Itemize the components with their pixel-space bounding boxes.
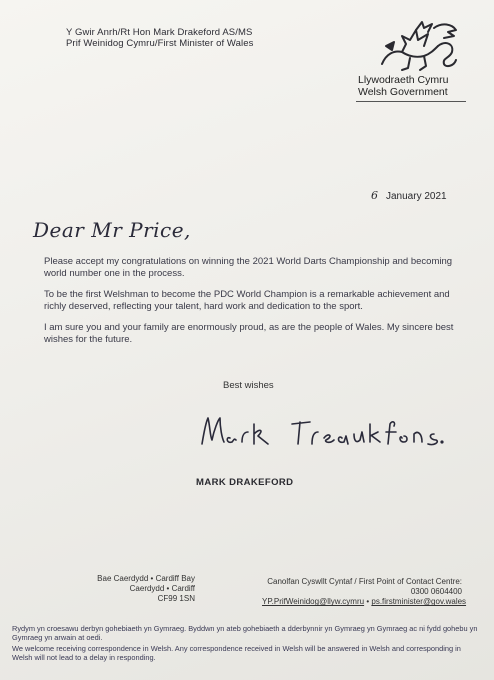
address-line: Caerdydd • Cardiff [129, 584, 195, 594]
salutation: Dear Mr Price, [33, 218, 191, 242]
email-link-english[interactable]: ps.firstminister@gov.wales [371, 597, 467, 607]
date-month-year: January 2021 [386, 191, 447, 202]
closing: Best wishes [223, 380, 274, 391]
signature [196, 410, 446, 454]
minister-role: Prif Weinidog Cymru/First Minister of Wales [66, 38, 254, 49]
body-paragraph: I am sure you and your family are enormously proud, as are the people of Wales. My sincere best wishes for the future. [44, 322, 454, 345]
government-name-english: Welsh Government [358, 86, 448, 98]
email-separator: • [366, 597, 370, 607]
letter-date [371, 189, 447, 202]
address-line: Bae Caerdydd • Cardiff Bay [97, 574, 195, 583]
address-line: CF99 1SN [157, 594, 195, 604]
email-link-welsh[interactable]: YP.PrifWeinidog@llyw.cymru [262, 597, 365, 607]
minister-title: Y Gwir Anrh/Rt Hon Mark Drakeford AS/MS [66, 27, 253, 38]
date-day: 6 [371, 189, 378, 202]
signer-name: MARK DRAKEFORD [196, 477, 294, 488]
contact-label: Canolfan Cyswllt Cyntaf / First Point of Contact Centre: [267, 577, 462, 586]
english-language-notice: We welcome receiving correspondence in Welsh. Any correspondence received in Welsh will be answered in Welsh and corresponding in Welsh will not lead to a delay in responding. [12, 644, 461, 663]
welsh-language-notice: Rydym yn croesawu derbyn gohebiaeth yn Gymraeg. Byddwn yn ateb gohebiaeth a dderbynnir yn Gymraeg yn Gymraeg ac ni fydd gohebu yn Gymraeg yn arwain at oedi. [12, 624, 478, 643]
minister-header [66, 27, 253, 49]
contact-phone: 0300 0604400 [410, 587, 462, 597]
header-divider [356, 101, 466, 102]
body-paragraph: Please accept my congratulations on winning the 2021 World Darts Championship and becoming world number one in the process. [44, 256, 453, 279]
postal-address [70, 574, 195, 605]
government-name [358, 74, 448, 98]
government-name-welsh: Llywodraeth Cymru [358, 74, 449, 86]
body-paragraph: To be the first Welshman to become the PDC World Champion is a remarkable achievement and richly deserved, reflecting your talent, hard work and dedication to the sport. [44, 289, 450, 312]
contact-block [262, 577, 467, 608]
letter-body [44, 256, 454, 356]
